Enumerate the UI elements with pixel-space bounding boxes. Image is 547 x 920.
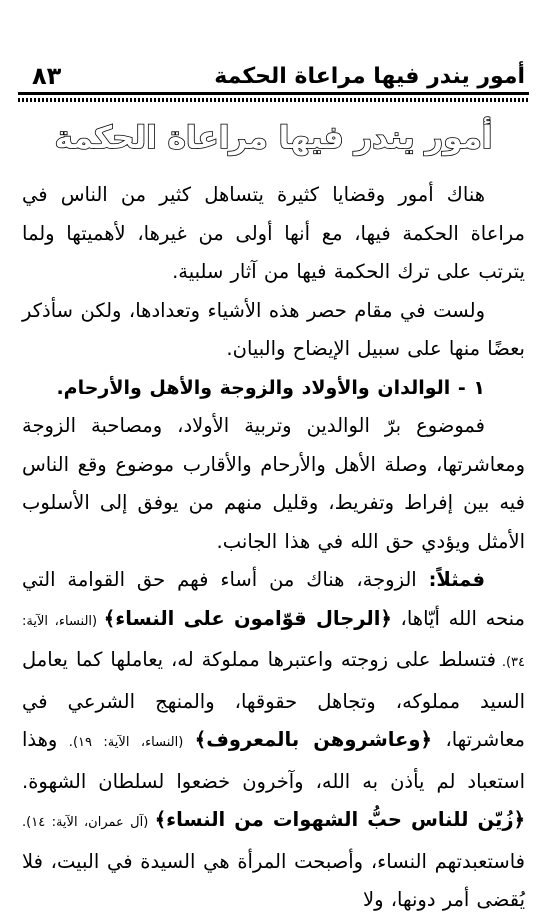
running-title: أمور يندر فيها مراعاة الحكمة	[214, 64, 525, 89]
example-text-3: وهذا استعباد لم يأذن به الله، وآخرون خضعوا لسلطان الشهوة.	[22, 728, 525, 793]
verse-reference-3: (آل عمران، الآية: ١٤).	[22, 815, 155, 830]
example-text-2: فتسلط على زوجته واعتبرها مملوكة له، يعاملها كما يعامل السيد مملوكه، وتجاهل حقوقها، والمنهج الشرعي في معاشرتها،	[22, 648, 525, 751]
paragraph-note: ولست في مقام حصر هذه الأشياء وتعدادها، ولكن سأذكر بعضًا منها على سبيل الإيضاح والبيان.	[22, 298, 525, 360]
example-text-4: فاستعبدتهم النساء، وأصبحت المرأة هي السيدة في البيت، فلا يُقضى أمر دونها، ولا	[22, 849, 525, 911]
paragraph-topic: فموضوع برّ الوالدين وتربية الأولاد، ومصاحبة الزوجة ومعاشرتها، وصلة الأهل والأرحام والأقارب موضوع وقع الناس فيه بين إفراط وتفريط، وقليل منهم من يوفق إلى الأسلوب الأمثل ويؤدي حق الله في هذا الجانب.	[22, 414, 525, 553]
paragraph-example	[22, 561, 525, 920]
quran-verse-2: ﴿وعاشروهن بالمعروف﴾	[194, 728, 432, 751]
verse-reference-2: (النساء، الآية: ١٩).	[57, 735, 195, 750]
paragraph-intro: هناك أمور وقضايا كثيرة يتساهل كثير من الناس في مراعاة الحكمة فيها، مع أنها أولى من غيرها، لأهميتها ولما يترتب على ترك الحكمة فيها من آثار سلبية.	[22, 183, 525, 283]
header-rule	[18, 92, 529, 103]
chapter-title: أمور يندر فيها مراعاة الحكمة	[54, 120, 493, 156]
body-text	[22, 176, 525, 920]
verse-reference-1: (النساء، الآية: ٣٤).	[22, 613, 526, 670]
quran-verse-1: ﴿الرجال قوّامون على النساء﴾	[103, 606, 392, 630]
running-header	[24, 54, 525, 94]
example-lead: فمثلاً:	[428, 568, 485, 591]
section-heading: ١ - الوالدان والأولاد والزوجة والأهل والأرحام.	[56, 376, 485, 399]
example-text-1: الزوجة، هناك من أساء فهم حق القوامة التي منحه الله أيّاها،	[22, 568, 525, 630]
page-number: ٨٣	[32, 62, 62, 90]
quran-verse-3: ﴿زُيّن للناس حبُّ الشهوات من النساء﴾	[154, 808, 525, 831]
